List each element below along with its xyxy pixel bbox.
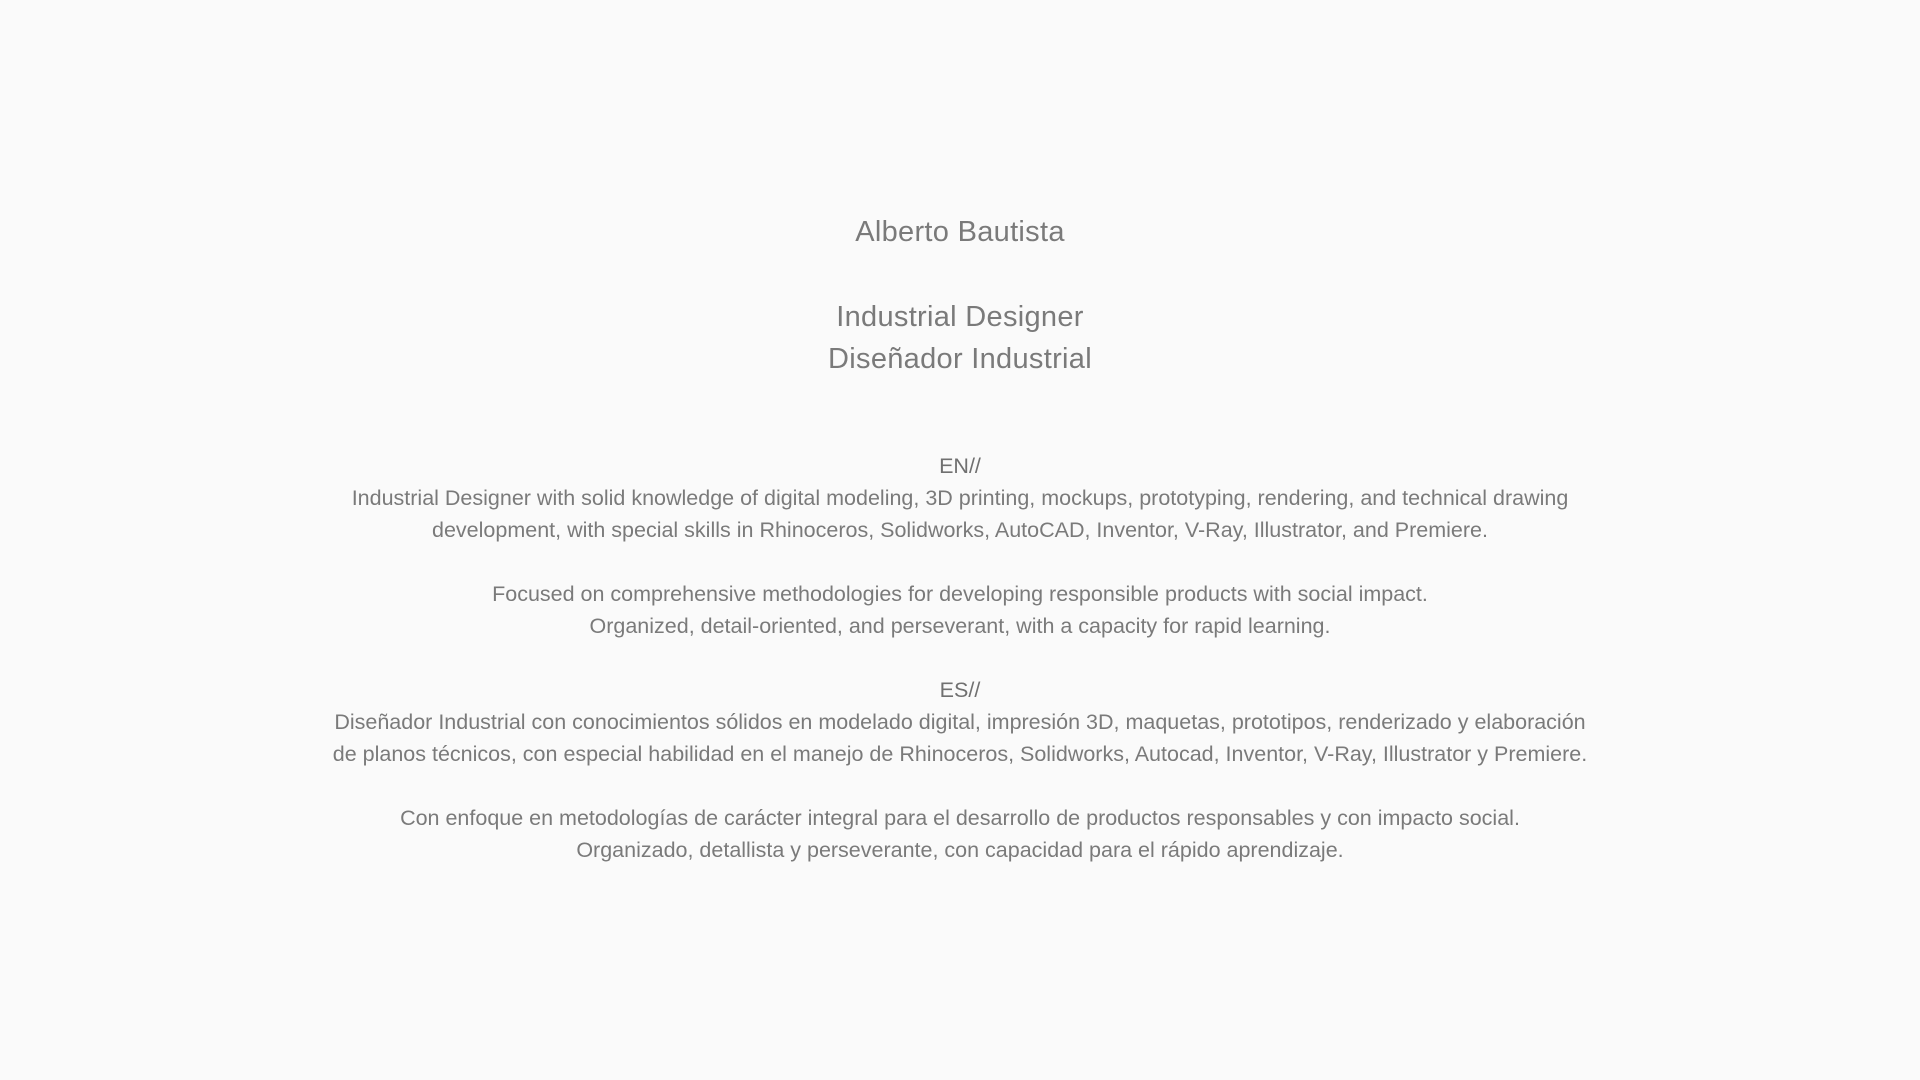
bio-es-line-1: Diseñador Industrial con conocimientos sólidos en modelado digital, impresión 3D, maquetas, prototipos, renderizado y elaboración xyxy=(334,710,1586,734)
job-titles xyxy=(0,296,1920,380)
person-name: Alberto Bautista xyxy=(855,216,1065,248)
bio-en-line-4: Organized, detail-oriented, and perseverant, with a capacity for rapid learning. xyxy=(589,614,1331,638)
bio-es-line-2: de planos técnicos, con especial habilidad en el manejo de Rhinoceros, Solidworks, Autocad, Inventor, V-Ray, Illustrator y Premiere. xyxy=(332,742,1588,766)
bio-label-en: EN// xyxy=(939,454,981,478)
job-title-en: Industrial Designer xyxy=(836,301,1084,333)
bio-label-es: ES// xyxy=(939,678,981,702)
bio-es-line-3: Con enfoque en metodologías de carácter integral para el desarrollo de productos responsables y con impacto social. xyxy=(400,806,1520,830)
job-title-es: Diseñador Industrial xyxy=(828,343,1092,375)
bio-es-line-4: Organizado, detallista y perseverante, con capacidad para el rápido aprendizaje. xyxy=(576,838,1344,862)
bio-en-line-1: Industrial Designer with solid knowledge of digital modeling, 3D printing, mockups, prototyping, rendering, and technical drawing xyxy=(351,486,1569,510)
bio-en-line-3: Focused on comprehensive methodologies for developing responsible products with social impact. xyxy=(492,582,1428,606)
bio-en-line-2: development, with special skills in Rhinoceros, Solidworks, AutoCAD, Inventor, V-Ray, Illustrator, and Premiere. xyxy=(432,518,1488,542)
biography xyxy=(0,450,1920,866)
